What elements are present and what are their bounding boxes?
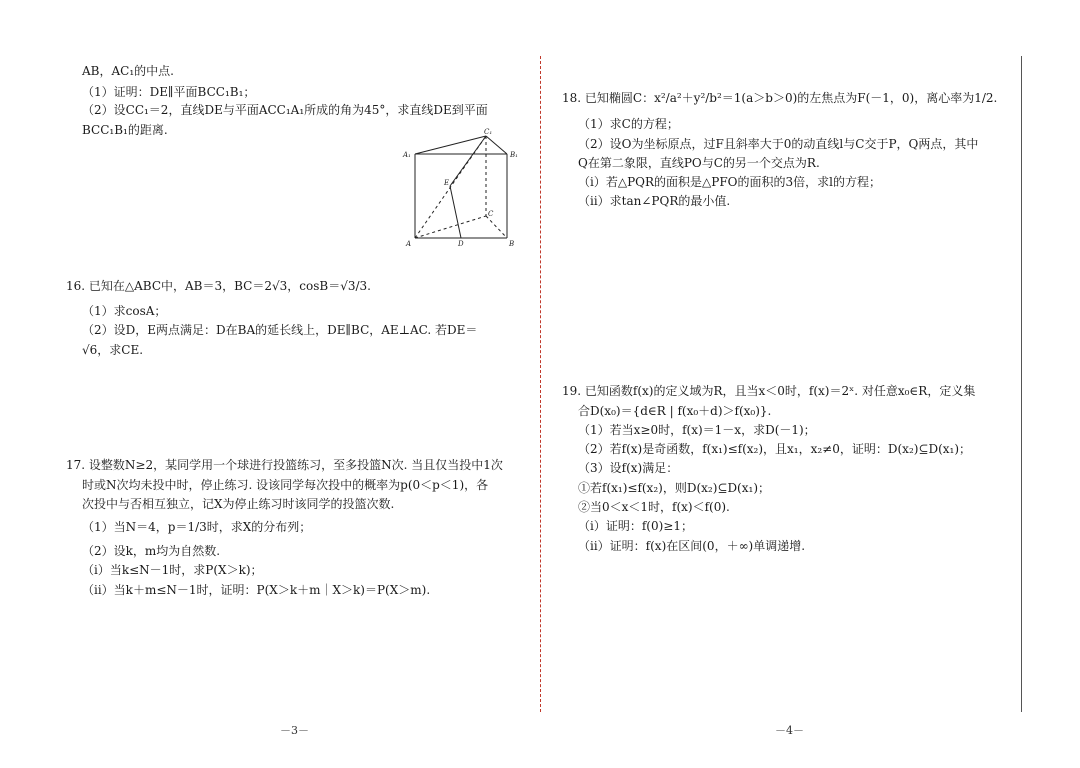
q16-line-2: （1）求cosA； bbox=[82, 304, 167, 318]
q19-line-8: （ⅰ）证明：f(0)≥1； bbox=[578, 519, 693, 533]
label-c: C bbox=[488, 210, 494, 218]
q18-line-3: （2）设O为坐标原点，过F且斜率大于0的动直线l与C交于P，Q两点，其中 bbox=[578, 137, 979, 151]
page-number-4: －4－ bbox=[775, 724, 804, 737]
segment-d-e bbox=[450, 186, 461, 238]
q18-line-2: （1）求C的方程； bbox=[578, 117, 679, 131]
q15-line-1: AB，AC₁的中点. bbox=[82, 64, 174, 78]
edge-c-b bbox=[486, 216, 507, 238]
q19-line-4: （2）若f(x)是奇函数，f(x₁)≤f(x₂)，且x₁，x₂≠0，证明：D(x₂)⊆D(x₁)； bbox=[578, 442, 972, 456]
q17-line-2: 时或N次均未投中时，停止练习. 设该同学每次投中的概率为p(0＜p＜1)，各 bbox=[82, 478, 489, 492]
q18-line-5: （ⅰ）若△PQR的面积是△PFO的面积的3倍，求l的方程； bbox=[578, 175, 881, 189]
label-b: B bbox=[509, 240, 515, 248]
q17-line-3: 次投中与否相互独立，记X为停止练习时该同学的投篮次数. bbox=[82, 497, 395, 511]
q19-line-5: （3）设f(x)满足： bbox=[578, 461, 679, 475]
edge-c1-b1 bbox=[486, 136, 507, 154]
q19-line-7: ②当0＜x＜1时，f(x)＜f(0). bbox=[578, 500, 730, 514]
page-number-3: －3－ bbox=[280, 724, 309, 737]
q16-line-3: （2）设D，E两点满足：D在BA的延长线上，DE∥BC，AE⊥AC. 若DE＝ bbox=[82, 323, 478, 337]
label-b1: B₁ bbox=[510, 151, 518, 159]
q15-line-2: （1）证明：DE∥平面BCC₁B₁； bbox=[82, 85, 256, 99]
q15-line-4: BCC₁B₁的距离. bbox=[82, 123, 168, 137]
q17-line-7: （ⅱ）当k＋m≤N－1时，证明：P(X＞k＋m｜X＞k)＝P(X＞m). bbox=[82, 583, 431, 597]
q17-line-6: （ⅰ）当k≤N－1时，求P(X＞k)； bbox=[82, 563, 263, 577]
label-a1: A₁ bbox=[403, 151, 411, 159]
label-a: A bbox=[406, 240, 412, 248]
q18-line-4: Q在第二象限，直线PO与C的另一个交点为R. bbox=[578, 156, 820, 170]
q17-line-1: 17. 设整数N≥2，某同学用一个球进行投篮练习，至多投篮N次. 当且仅当投中1次 bbox=[66, 458, 503, 472]
q18-line-6: （ⅱ）求tan∠PQR的最小值. bbox=[578, 194, 731, 208]
q17-line-4: （1）当N＝4，p＝1/3时，求X的分布列； bbox=[82, 520, 312, 534]
right-page bbox=[540, 0, 1080, 768]
q15-line-3: （2）设CC₁＝2，直线DE与平面ACC₁A₁所成的角为45°，求直线DE到平面 bbox=[82, 103, 488, 117]
q19-line-9: （ⅱ）证明：f(x)在区间(0，＋∞)单调递增. bbox=[578, 539, 806, 553]
q18-line-1: 18. 已知椭圆C：x²/a²＋y²/b²＝1(a＞b＞0)的左焦点为F(－1，0)，离心率为1/2. bbox=[562, 91, 998, 105]
q16-line-4: √6，求CE. bbox=[82, 343, 144, 357]
edge-a-c bbox=[415, 216, 486, 238]
label-e: E bbox=[444, 179, 450, 187]
label-d: D bbox=[458, 240, 464, 248]
q19-line-1: 19. 已知函数f(x)的定义域为R，且当x＜0时，f(x)＝2ˣ. 对任意x₀∈R，定义集 bbox=[562, 384, 976, 398]
q19-line-2: 合D(x₀)＝{d∈R | f(x₀＋d)＞f(x₀)}. bbox=[578, 404, 772, 418]
label-c1: C₁ bbox=[484, 128, 493, 136]
q17-line-5: （2）设k，m均为自然数. bbox=[82, 544, 221, 558]
q19-line-6: ①若f(x₁)≤f(x₂)，则D(x₂)⊆D(x₁)； bbox=[578, 481, 771, 495]
prism-figure bbox=[400, 128, 540, 248]
q19-line-3: （1）若当x≥0时，f(x)＝1－x，求D(－1)； bbox=[578, 423, 816, 437]
q16-line-1: 16. 已知在△ABC中，AB＝3，BC＝2√3，cosB＝√3/3. bbox=[66, 279, 371, 293]
